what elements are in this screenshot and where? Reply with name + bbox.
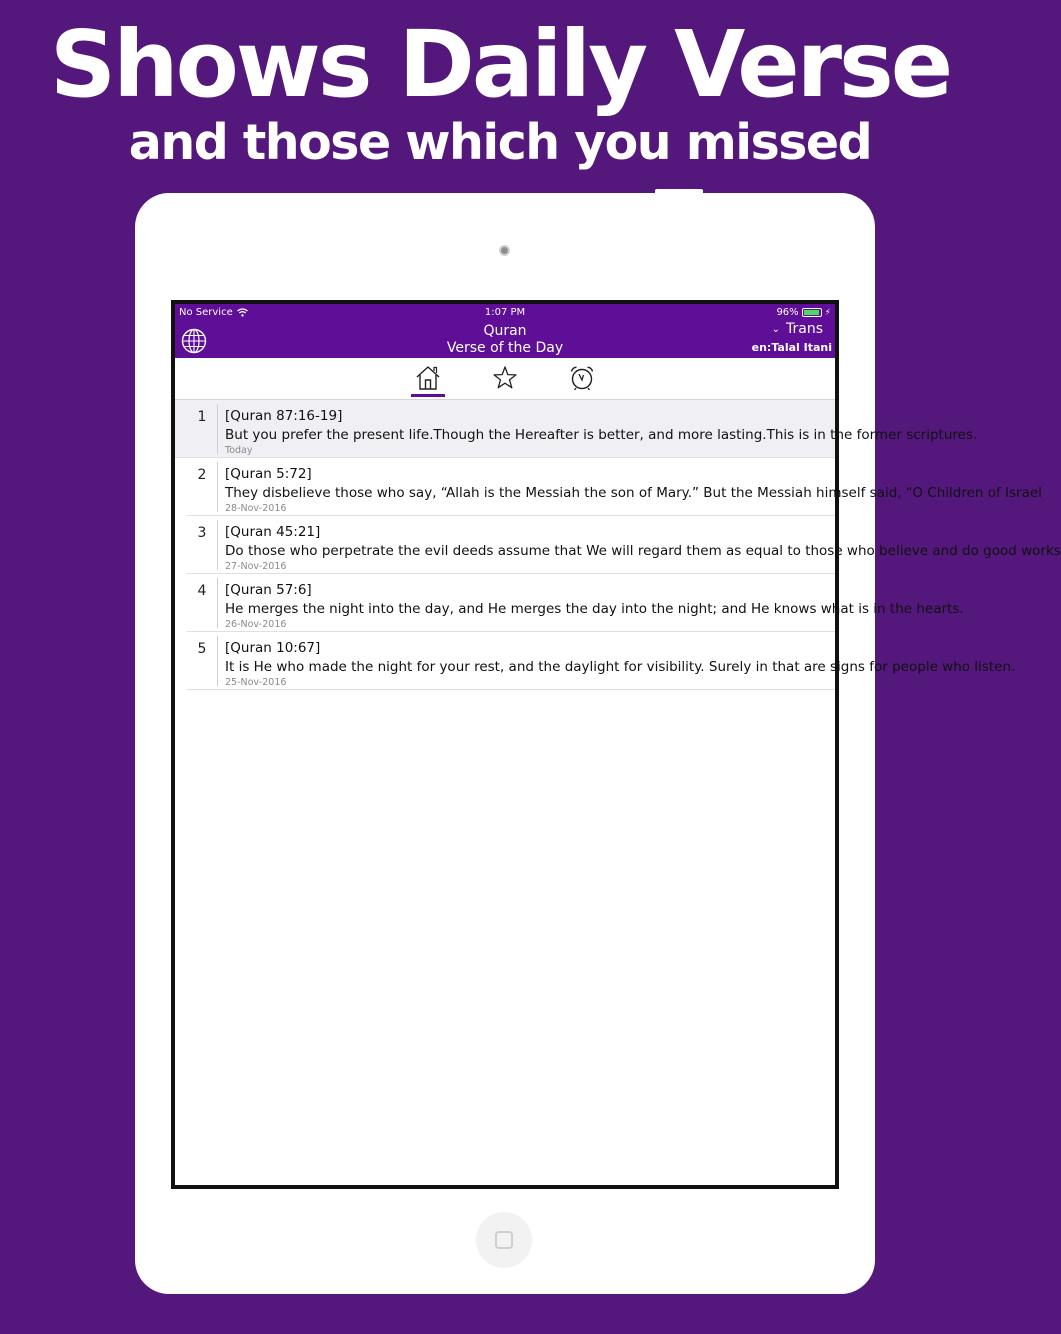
- verse-reference: [Quran 87:16-19]: [225, 408, 343, 424]
- tab-home[interactable]: [411, 364, 445, 394]
- verse-date: 26-Nov-2016: [225, 619, 287, 630]
- chevron-down-icon: ⌄: [771, 323, 780, 335]
- promo-subline: and those which you missed: [128, 114, 872, 171]
- tab-bar: [175, 358, 835, 400]
- nav-bar: [175, 304, 835, 358]
- star-icon: [491, 364, 519, 392]
- verse-number: 5: [197, 641, 207, 657]
- verse-reference: [Quran 45:21]: [225, 524, 321, 540]
- translator-label: en:Talal Itani: [751, 341, 832, 354]
- tab-alarm[interactable]: [565, 364, 599, 394]
- verse-number: 4: [197, 583, 207, 599]
- verse-number: 2: [197, 467, 207, 483]
- verse-text: They disbelieve those who say, “Allah is the Messiah the son of Mary.” But the Messiah himself said, “O Children of Israel: [225, 485, 1042, 501]
- tablet-power-button: [655, 189, 703, 195]
- verse-reference: [Quran 5:72]: [225, 466, 312, 482]
- verse-text: But you prefer the present life.Though the Hereafter is better, and more lasting.This is in the former scriptures.: [225, 427, 978, 443]
- tab-favorites[interactable]: [488, 364, 522, 394]
- verse-number: 3: [197, 525, 207, 541]
- home-icon: [414, 364, 442, 392]
- verse-date: 27-Nov-2016: [225, 561, 287, 572]
- verse-date: 25-Nov-2016: [225, 677, 287, 688]
- list-item[interactable]: [175, 400, 978, 458]
- home-square-icon: [495, 1231, 513, 1249]
- page-title: [175, 323, 835, 357]
- verse-reference: [Quran 57:6]: [225, 582, 312, 598]
- list-item[interactable]: [187, 632, 1016, 690]
- verse-number: 1: [197, 409, 207, 425]
- list-item[interactable]: [187, 574, 964, 632]
- row-divider: [217, 404, 218, 454]
- promo-headline: Shows Daily Verse: [49, 11, 951, 118]
- row-divider: [217, 462, 218, 512]
- verse-text: Do those who perpetrate the evil deeds assume that We will regard them as equal to those who believe and do good works: [225, 543, 1061, 559]
- trans-dropdown[interactable]: [772, 321, 823, 337]
- row-divider: [217, 520, 218, 570]
- row-divider: [217, 636, 218, 686]
- verse-list: [175, 400, 1061, 690]
- charging-icon: ⚡: [824, 307, 831, 318]
- battery-icon: [802, 308, 822, 317]
- trans-label: Trans: [786, 321, 823, 337]
- verse-date: 28-Nov-2016: [225, 503, 287, 514]
- app-screen: [171, 300, 1061, 1189]
- verse-reference: [Quran 10:67]: [225, 640, 321, 656]
- tablet-home-button[interactable]: [476, 1212, 532, 1268]
- verse-text: He merges the night into the day, and He merges the day into the night; and He knows what is in the hearts.: [225, 601, 964, 617]
- status-battery: [776, 307, 831, 318]
- carrier-label: No Service: [179, 307, 233, 318]
- row-divider: [217, 578, 218, 628]
- verse-text: It is He who made the night for your rest, and the daylight for visibility. Surely in that are signs for people who listen.: [225, 659, 1016, 675]
- status-time: 1:07 PM: [484, 307, 526, 318]
- title-line2: Verse of the Day: [446, 340, 564, 356]
- camera-icon: [499, 245, 510, 256]
- list-item[interactable]: [187, 458, 1042, 516]
- alarm-clock-icon: [568, 364, 596, 392]
- battery-percent: 96%: [776, 307, 799, 318]
- verse-date: Today: [225, 445, 253, 456]
- title-line1: Quran: [483, 323, 527, 339]
- list-item[interactable]: [187, 516, 1061, 574]
